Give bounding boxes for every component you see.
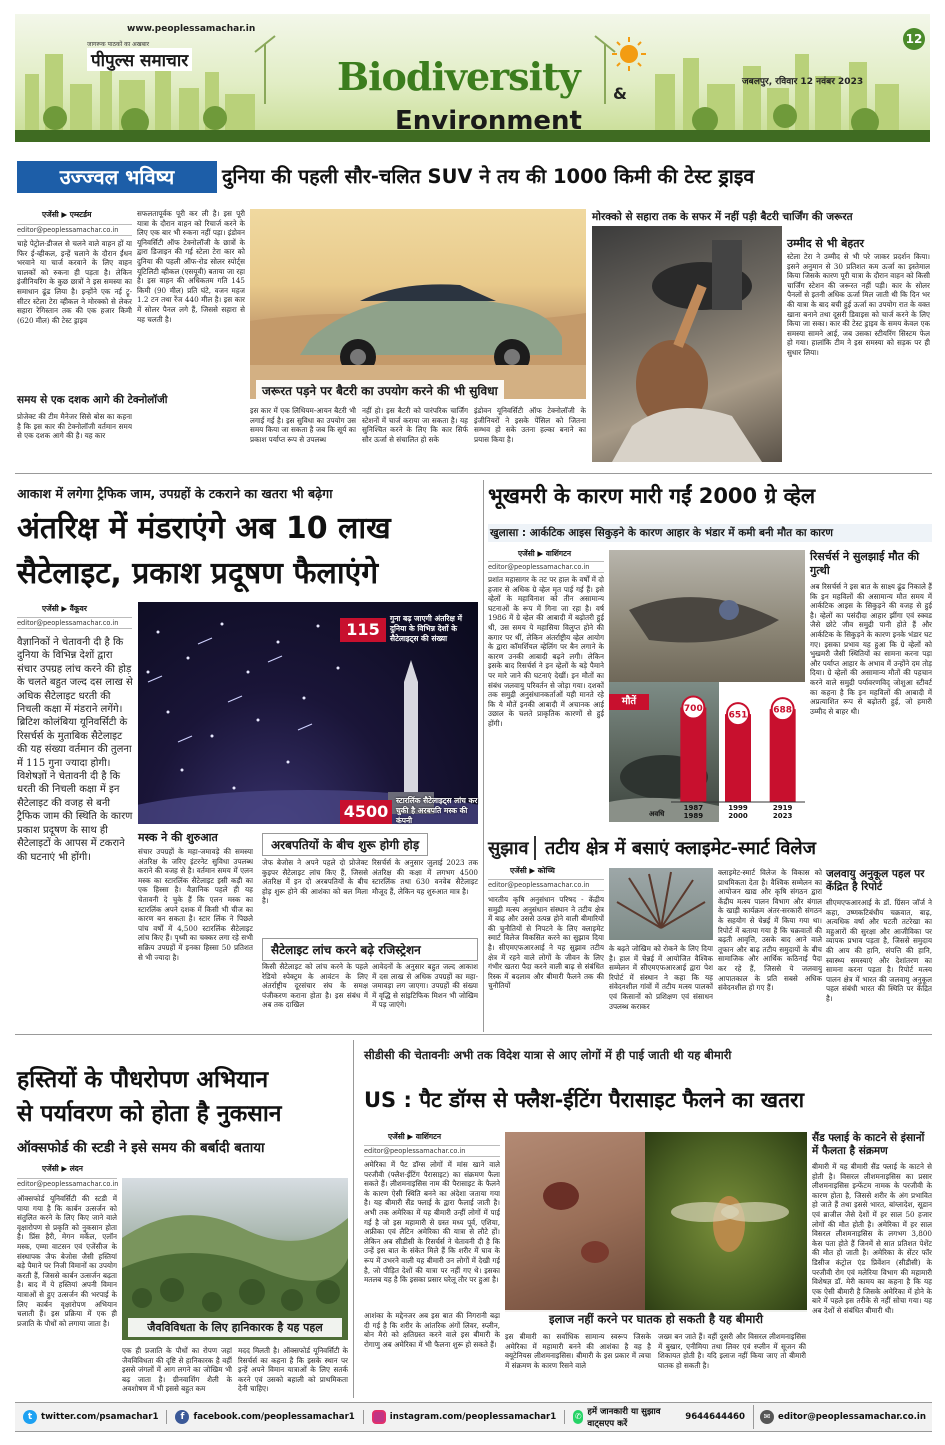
story3-subhead: खुलासा : आर्कटिक आइस सिकुड़ने के कारण आहार के भंडार में कमी बनी मौत का कारण: [488, 524, 932, 542]
story5-email[interactable]: editor@peoplessamachar.co.in: [17, 1180, 119, 1188]
coral-photo: [609, 868, 713, 940]
story4-kicker: सुझाव: [488, 836, 536, 860]
story4-side-headline: जलवायु अनुकूल पहल पर केंद्रित है रिपोर्ट: [826, 868, 925, 893]
story3-side-headline: रिसर्चर्स ने सुलझाई मौत की गुत्थी: [810, 550, 920, 577]
story2-col1: वैज्ञानिकों ने चेतावनी दी है कि दुनिया के विभिन्न देशों द्वारा संचार उपग्रह लांच करने की होड़ के चलते बहुत जल्द दस लाख से अधिक सैटेलाइट धरती की निचली कक्षा में मंडराने लगेंगे। ब्रिटिश कोलंबिया यूनिवर्सिटी के रिसर्चर्स के मुताबिक सैटेलाइट की यह संख्या वर्तमान की तुलना में 115 गुना ज्यादा होगी। विशेषज्ञों ने चेतावनी दी है कि धरती की निचली कक्षा में इन सैटेलाइट की वजह से बनी ट्रैफिक जाम की स्थिति के कारण प्रकाश प्रदूषण के साथ ही सैटेलाइटों के आपस में टकराने की घटनाएं भी होंगी।: [17, 637, 133, 863]
whatsapp-number[interactable]: 9644644460: [685, 1412, 746, 1422]
story5-photo-caption: जैवविविधता के लिए हानिकारक है यह पहल: [128, 1318, 342, 1337]
section-title-environment: Environment: [395, 106, 582, 136]
email-icon: ✉: [760, 1410, 774, 1424]
story1-kicker: उज्ज्वल भविष्य: [17, 161, 217, 193]
footer-email-address[interactable]: editor@peoplessamachar.co.in: [778, 1412, 926, 1422]
whale-deaths-chart: [609, 690, 805, 823]
story2-headline-line2: सैटेलाइट, प्रकाश प्रदूषण फैलाएंगे: [17, 556, 379, 591]
stat1-text: गुना बढ़ जाएगी अंतरिक्ष में दुनिया के विभिन्न देशों के सैटेलाइट्स की संख्या: [390, 614, 462, 643]
story1-byline: एजेंसी ▶ एम्स्टर्डम: [42, 210, 92, 219]
column-divider: [483, 480, 484, 1032]
page-number-badge: 12: [903, 28, 925, 50]
instagram-icon: [372, 1410, 386, 1424]
section-title-biodiversity: Biodiversity: [337, 54, 580, 99]
footer-bar: [15, 1402, 932, 1432]
whale-carcass-photo: [609, 550, 805, 682]
facebook-icon: f: [175, 1410, 189, 1424]
story5-col2: एक ही प्रजाति के पौधों का रोपण जहां जैवविविधता की दृष्टि से हानिकारक है वहीं इससे जंगलों में आग लगने का जोखिम भी बढ़ जाता है। ग्रीनवाशिंग शैली के अवशोषण में भी इससे बहुत कम: [122, 1346, 232, 1394]
story2-byline: एजेंसी ▶ वैंकूवर: [42, 604, 87, 613]
instagram-handle[interactable]: instagram.com/peoplessamachar1: [389, 1412, 557, 1422]
story2-subhead-race: अरबपतियों के बीच शुरू होगी होड़: [262, 833, 428, 856]
story1-col4: नहीं हो। इस बैटरी को पारंपरिक चार्जिंग स्टेशनों में चार्ज कराया जा सकता है। यह सुनिश्चित करने के लिए कि कार सिर्फ सौर ऊर्जा से संचालित हो सके: [362, 406, 468, 444]
story5-col3: मदद मिलती है। ऑक्सफोर्ड यूनिवर्सिटी के रिसर्चर्स का कहना है कि इसके स्थान पर इन्हें अपने विमान यात्राओं के लिए सतर्क करने एवं उसको बहाली को प्राथमिकता देनी चाहिए।: [238, 1346, 348, 1394]
story4-headline: तटीय क्षेत्र में बसाएं क्लाइमेट-स्मार्ट विलेज: [545, 838, 816, 859]
story6-col1: अमेरिका में पैट डॉग्स लोगों में मांस खाने वाले परजीवी (फ्लैश-ईटिंग पैरासाइट) का संक्रमण फैला सकते हैं। लीशमनाइसिस नाम की पैरासाइट के फैलने के कारण ऐसी स्थिति बनने का अंदेशा जताया गया है। यह बीमारी सैंड फ्लाई के द्वारा फैलाई जाती है। अभी तक अमेरिका में यह बीमारी उन्हीं लोगों में पाई गई है जो इस महामारी से ग्रस्त मध्य पूर्व, एशिया, अफ्रीका एवं लैटिन अमेरिका की यात्रा से लौटे हों। लेकिन अब सीडीसी के रिसर्चर्स ने चेतावनी दी है कि उन्हें इस बात के संकेत मिले हैं कि शरीर में घाव के रूप में उभरने वाली यह बीमारी उन लोगों में देखी गई है, जो पीड़ित देशों की यात्रा पर नहीं गए थे। इसका मतलब यह है कि इसका प्रसार घरेलू तौर पर हुआ है।: [364, 1160, 500, 1285]
story5-byline: एजेंसी ▶ लंदन: [42, 1164, 83, 1173]
masthead: [15, 14, 930, 142]
masthead-tagline: जागरूक पाठकों का अखबार: [87, 41, 150, 48]
stat2-number: 4500: [340, 800, 392, 824]
story3-email[interactable]: editor@peoplessamachar.co.in: [488, 561, 604, 573]
story2-col-race2: रिसर्चर्स के अनुसार जुलाई 2023 तक अंतरिक्ष की कक्षा में लगभग 4500 स्टारलिंक तथा 630 वनवेब सैटेलाइट मौजूद हैं, लेकिन यह शुरुआत मात्र है।: [372, 858, 478, 896]
chart-title: मौतें: [609, 694, 649, 710]
section-ampersand: &: [613, 84, 627, 103]
story1-col1b: प्रोजेक्ट की टीम मैनेजर सिसे बोस का कहना है कि इस कार की टेक्नोलॉजी वर्तमान समय से एक दशक आगे की है। यह कार: [17, 412, 132, 441]
story2-kicker: आकाश में लगेगा ट्रैफिक जाम, उपग्रहों के टकराने का खतरा भी बढ़ेगा: [17, 486, 333, 501]
story5-col1: ऑक्सफोर्ड यूनिवर्सिटी की स्टडी में पाया गया है कि कार्बन उत्सर्जन को संतुलित करने के लिए किए जाने वाले वृक्षारोपण से प्रकृति को नुकसान होता है। प्रिंस हैरी, मेगन मर्केल, एलॉन मस्क, एम्मा वाटसन एवं एजेंसीज के संस्थापक जैफ बेजोस जैसी हस्तियां बड़े पैमाने पर निजी विमानों का उपयोग करती हैं, जिससे कार्बन उत्सर्जन बढ़ता है। बाद में ये हस्तियां अपनी विमान यात्राओं से हुए उत्सर्जन की भरपाई के लिए कार्बन वृक्षारोपण अभियान चलाती हैं। इस प्रक्रिया में एक ही प्रजाति के पौधों को लगाया जाता है।: [17, 1194, 117, 1328]
twitter-icon: t: [23, 1410, 37, 1424]
chart-x-label: अवधि: [649, 810, 665, 818]
story1-photo-caption: जरूरत पड़ने पर बैटरी का उपयोग करने की भी सुविधा: [256, 380, 504, 401]
story6-photo-caption: इलाज नहीं करने पर घातक हो सकती है यह बीमारी: [505, 1310, 807, 1329]
story4-byline: एजेंसी ▶ कोच्चि: [510, 866, 555, 875]
story4-side-col: सीएमएफआरआई के डॉ. ग्रिंसन जॉर्ज ने कहा, उष्णकटिबंधीय चक्रवात, बाढ़, अत्यधिक वर्षा और घटती तटरेखा का महुआरों की सुरक्षा और आजीविका पर व्यापक प्रभाव पड़ता है, जिससे समुदाय की आय की हानि, संपत्ति की हानि, स्वास्थ्य समस्याएं और देशांतरण का सामना करना पड़ता है। रिपोर्ट मत्स्य पालन क्षेत्र में भारत की जलवायु अनुकूल पहल संबंधी भारत की स्थिति पर केंद्रित है।: [826, 898, 932, 1003]
chart-bar: [680, 708, 706, 803]
story1-col5: इंडोवन यूनिवर्सिटी ऑफ टेक्नोलॉजी के इंजीनियरों ने इसके पेंसिल को जितना सम्भव हो सके उतना हल्का बनाने का प्रयास किया है।: [474, 406, 586, 444]
story6-kicker: सीडीसी की चेतावनीः अभी तक विदेश यात्रा से आए लोगों में ही पाई जाती थी यह बीमारी: [364, 1048, 732, 1062]
stat2-text: स्टारलिंक सैटेलाइट्स लांच कर चुकी है अरबपति मस्क की कंपनी: [396, 796, 478, 825]
story4-col3: क्लाइमेट-स्मार्ट विलेज के विकास को प्राथमिकता देता है। वैश्विक सम्मेलन का आयोजन खाद्य और कृषि संगठन द्वारा केंद्रीय मत्स्य पालन विभाग और बंगाल के खाड़ी कार्यक्रम अंतर-सरकारी संगठन के सहयोग से चेन्नई में किया गया था। रिपोर्ट में बताया गया है कि चक्रवातों की बढ़ती आवृत्ति, उसके बाद आने वाले तूफान और बाढ़ तटीय समुदायों के बीच सामाजिक और आर्थिक कठिनाई पैदा कर रहे हैं, जिससे ये जलवायु आपातकाल के प्रति सबसे अधिक संवेदनशील हो गए हैं।: [718, 868, 822, 993]
story1-right-col: स्टेला टेरा ने उम्मीद से भी परे जाकर प्रदर्शन किया। इसने अनुमान से 30 प्रतिशत कम ऊर्जा का इस्तेमाल किया जिसके कारण पूरी यात्रा के दौरान वाहन को किसी चार्जिंग स्टेशन की जरूरत नहीं पड़ी। कार के सोलर पैनलों से इतनी अधिक ऊर्जा मिल जाती थी कि दिन भर की यात्रा के बाद बची हुई ऊर्जा का उपयोग रात के वक्त खाना बनाने तथा दूसरी डिवाइस को चार्ज करने के लिए किया जा सका। कार की टेस्ट ड्राइव के समय केवल एक समस्या सामने आई, जब उसका स्टीयरिंग सिस्टम फेल हो गया। हालांकि टीम ने इस समस्या को सड़क पर ही सुधार लिया।: [787, 252, 930, 357]
story6-byline: एजेंसी ▶ वाशिंगटन: [388, 1132, 442, 1141]
whatsapp-text: हमें जानकारी या सुझाव वाट्सएप करें: [587, 1407, 661, 1429]
story2-col-reg2: आवेदनों के अनुसार बहुत जल्द आकाश में दस लाख से अधिक उपग्रहों का महा-जमावड़ा लग जाएगा। उपग्रहों की संख्या में वृद्धि से सांइटिफिक मिशन भी जोखिम में पड़ जाएंगे।: [372, 962, 478, 1010]
story1-right-subhead: उम्मीद से भी बेहतर: [787, 237, 864, 250]
chart-bar: [725, 714, 751, 802]
footer-twitter[interactable]: [15, 1410, 167, 1424]
story4-col2: के बढ़ते जोखिम को रोकने के लिए दिया है। हाल में चेन्नई में आयोजित वैश्विक सम्मेलन में सीएमएफआरआई द्वारा पेश रिपोर्ट में संस्थान ने कहा कि यह संवेदनशील गांवों में तटीय मत्स्य पालकों एवं किसानों को प्रशिक्षण एवं संसाधन उपलब्ध कराकर: [609, 944, 713, 1011]
story6-col1b: आशंका के मद्देनजर अब इस बात की निगरानी बढ़ा दी गई है कि शरीर के आंतरिक अंगों लिवर, स्प्लीन, बोन मैरो को क्षतिग्रस्त करने वाले इस बीमारी के रोगाणु अब अमेरिका में भी फैलना शुरू हो सकते हैं।: [364, 1311, 500, 1349]
whatsapp-icon: ✆: [573, 1410, 583, 1424]
footer-whatsapp[interactable]: [565, 1405, 754, 1429]
chart-tick-label: 2023: [772, 812, 793, 820]
stat1-number: 115: [340, 618, 386, 642]
story1-right-headline: मोरक्को से सहारा तक के सफर में नहीं पड़ी बैटरी चार्जिंग की जरूरत: [592, 211, 853, 223]
story2-col-musk: संचार उपग्रहों के महा-जमावड़े की समस्या अंतरिक्ष के जरिए इंटरनेट सुविधा उपलब्ध कराने की वजह से है। वर्तमान समय में एलन मस्क का स्टारलिंक सैटेलाइट इसी कड़ी का एक हिस्सा है। वैज्ञानिक पहले ही यह चेतावनी दे चुके हैं कि एलन मस्क का स्टारलिंक अपने दशक में किसी भी चीज का कारण बन सकता है। स्टार लिंक ने पिछले पांच वर्षों में 4,500 स्टारलिंक सैटेलाइट लांच किए हैं। पृथ्वी का चक्कर लगा रहे सभी सक्रिय उपग्रहों में इनका हिस्सा 50 प्रतिशत से भी ज्यादा है।: [138, 847, 253, 962]
story6-col2: इस बीमारी का सर्वाधिक सामान्य स्वरूप जिसके अमेरिका में महामारी बनने की आशंका है वह है क्यूटेनियस लीशमनाइसिस। बीमारी के इस प्रकार में त्वचा में संक्रमण के कारण रिसने वाले: [505, 1332, 651, 1370]
sand-fly-photo: [645, 1132, 807, 1312]
story3-col1: प्रशांत महासागर के तट पर हाल के वर्षों में दो हजार से अधिक ग्रे व्हेल मृत पाई गई हैं। इसे व्हेलों के महाविनाश को तीन असामान्य घटनाओं के रूप में गिना जा रहा है। वर्ष 1986 में ग्रे व्हेल की आबादी में बढ़ोतरी हुई थी, उस समय ये महासिया विलुप्त होने की कगार पर थीं, लेकिन अंतर्राष्ट्रीय व्हेल आयोग के द्वारा कॉमर्शियल व्हेलिंग पर बैन लगाने के कारण उनकी आबादी बढ़ने लगी। लेकिन इसके बाद रिसर्चर्स ने इन व्हेलों के बड़े पैमाने पर मारे जाने की घटनाएं देखीं। इन मौतों का संबंध जलवायु परिवर्तन से जोड़ा गया। दशकों तक समुद्री अनुसंधानकर्ताओं यही मानते रहे कि ये मौतें इनकी आबादी में अचानक आई उछाल के चलते प्राकृतिक कारणों से हुई होंगी।: [488, 575, 604, 728]
story1-col1: चाहे पेट्रोल-डीजल से चलने वाले वाहन हों या फिर ई-व्हीकल, इन्हें चलाने के दौरान ईंधन भरवाने या चार्ज करवाने के लिए वाहन चालकों को रुकना ही पड़ता है। लेकिन इंजीनियरिंग के कुछ छात्रों ने इस समस्या का समाधान ढूंढ लिया है। इन्होंने एक नई ट्रू-सीटर स्टेला टेरा व्हीकल ने मोरक्को से लेकर सहारा रेगिस्तान तक की एक हजार किमी (620 मील) की टेस्ट ड्राइव: [17, 239, 132, 325]
website-url[interactable]: www.peoplessamachar.in: [127, 24, 256, 34]
story6-email[interactable]: editor@peoplessamachar.co.in: [364, 1145, 500, 1157]
story6-side-headline: सैंड फ्लाई के काटने से इंसानों में फैलता है संक्रमण: [812, 1132, 925, 1157]
story1-headline: दुनिया की पहली सौर-चलित SUV ने तय की 1000 किमी की टेस्ट ड्राइव: [222, 165, 755, 188]
story2-subhead-musk: मस्क ने की शुरुआत: [138, 831, 218, 844]
story3-side-col: अब रिसर्चर्स ने इस बात के साक्ष्य ढूंढ निकाले हैं कि इन महविलों की असामान्य मौत समय में आर्कटिक आइस के सिकुड़ने की वजह से हुई है। व्हेलों का पसंदीदा आहार झींगा एवं स्क्वड जैसे छोटे जीव समुद्री पानी होते हैं और आर्कटिक के सिकुड़ने के कारण इनके भंडार घट गए। इसका प्रभाव यह हुआ कि ग्रे व्हेलों को भुखमरी जैसी स्थितियों का सामना करना पड़ा और पर्याप्त आहार के अभाव में उन्होंने दम तोड़ दिया। ग्रे व्हेलों की असामान्य मौतों की पहचान करने वाले समुद्री पर्यावरणविद् जोशुआ स्टीवर्ट का कहना है कि इन महविलों की आबादी में अप्रत्याशित रूप से बढ़ोतरी हुई, जो हमारी उम्मीद से बाहर थी।: [810, 582, 932, 716]
story5-headline-line1: हस्तियों के पौधरोपण अभियान: [17, 1067, 269, 1093]
story6-side-col: बीमारी में यह बीमारी सैंड फ्लाई के काटने से होती है। विसरल लीशमनाइसिस का प्रसार लीशमनाइसिस इन्फेंटम नामक के परजीवी के कारण होता है, जिससे शरीर के अंग प्रभावित हो जाते हैं तथा इससे भारत, बांग्लादेश, सूडान एवं ब्राजील जैसे देशों में हर साल 50 हजार लोगों की मौत होती है। अमेरिका में हर साल विसरल लीशमनाइसिस के लगभग 3,800 केस पता होते हैं जिनमें से सात प्रतिशत पेशेंट की मौत हो जाती है। अमेरिका के सेंटर फॉर डिसीज कंट्रोल एंड प्रिवेंशन (सीडीसी) के परजीवी रोग एवं मलेरिया विभाग की महामारी विशेषज्ञ डॉ. मेरी कामय का कहना है कि यह एक ऐसी बीमारी है जिसके अमेरिका में होने के बारे में पहले इस तरीके से नहीं सोचा गया। यह अब देशों से संबंधित बीमारी थी।: [812, 1162, 932, 1315]
footer-instagram[interactable]: [364, 1410, 565, 1424]
chart-plot-area: [671, 690, 805, 823]
story1-col3: इस कार में एक लिथियम-आयन बैटरी भी लगाई गई है। इस सुविधा का उपयोग उस समय किया जा सकता है जब कि सूर्य का प्रकाश पर्याप्त रूप से उपलब्ध: [250, 406, 356, 444]
divider: [15, 1034, 932, 1035]
chart-data-label: 700: [683, 704, 703, 714]
story4-col1: भारतीय कृषि अनुसंधान परिषद - केंद्रीय समुद्री मत्स्य अनुसंधान संस्थान ने तटीय क्षेत्र में बाढ़ और उससे उत्पन्न होने वाली बीमारियों की चुनौतियों से निपटने के लिए क्लाइमेट स्मार्ट विलेज विकसित करने का सुझाव दिया है। सीएमएफआरआई ने यह सुझाव तटीय क्षेत्र में रहने वाले लोगों के जीवन के लिए गंभीर खतरा पैदा करने वाली बाढ़ से संबंधित रिस्क में बदलाव और बीमारी फैलने तक की चुनौतियों: [488, 895, 604, 991]
story2-subhead-registration: सैटेलाइट लांच करने बढ़े रजिस्ट्रेशन: [262, 938, 478, 961]
forest-hills-photo: [122, 1178, 348, 1340]
divider: [15, 473, 932, 474]
footer-email[interactable]: [754, 1410, 932, 1424]
story4-email[interactable]: editor@peoplessamachar.co.in: [488, 879, 604, 891]
sun-icon: [611, 36, 647, 72]
story3-byline: एजेंसी ▶ वाशिंगटन: [518, 549, 572, 558]
dateline: जबलपुर, रविवार 12 नवंबर 2023: [742, 77, 864, 87]
chart-tick-label: 1987: [683, 804, 704, 812]
twitter-handle[interactable]: twitter.com/psamachar1: [41, 1412, 159, 1422]
footer-facebook[interactable]: [167, 1410, 363, 1424]
story5-subhead: ऑक्सफोर्ड की स्टडी ने इसे समय की बर्बादी बताया: [17, 1140, 265, 1156]
story6-headline: US : पैट डॉग्स से फ्लैश-ईटिंग पैरासाइट फैलने का खतरा: [364, 1088, 805, 1112]
chart-data-label: 651: [728, 710, 748, 721]
story2-col-reg1: किसी सैटेलाइट को लांच करने के पहले रेडियो स्पेक्ट्रम के आवंटन के लिए अंतर्राष्ट्रीय दूरसंचार संघ के समक्ष पंजीकरण कराना होता है। इस संबंध में अब तक दाखिल: [262, 962, 368, 1010]
story5-headline-line2: से पर्यावरण को होता है नुकसान: [17, 1101, 282, 1127]
story3-headline: भूखमरी के कारण मारी गईं 2000 ग्रे व्हेल: [488, 484, 816, 508]
chart-tick-label: 2000: [728, 812, 748, 820]
chart-tick-label: 1989: [683, 812, 704, 820]
chart-bar: [770, 709, 796, 802]
chart-tick-label: 1999: [728, 804, 748, 812]
solar-suv-photo: [250, 209, 586, 399]
story1-subhead: समय से एक दशक आगे की टेक्नोलॉजी: [17, 394, 168, 406]
story1-col2: सफलतापूर्वक पूरी कर ली है। इस पूरी यात्रा के दौरान वाहन को रिचार्ज करने के लिए एक बार भी रुकना नहीं पड़ा। इंडोवन यूनिवर्सिटी ऑफ टेक्नोलॉजी के छात्रों के द्वारा डिजाइन की गई स्टेला टेरा कार को दुनिया की पहली ऑफ-रोड सोलर स्पोर्ट्स यूटिलिटी व्हीकल (एसयूवी) बताया जा रहा है। इस वाहन की अधिकतम गति 145 किमी (90 मील) प्रति घंटे, वजन महज 1.2 टन तथा रेंज 440 मील है। इस कार में सोलर पैनल लगे हैं, जिससे सहारा से यह चलती है।: [137, 209, 245, 324]
chart-tick-label: 2919: [772, 804, 793, 812]
facebook-handle[interactable]: facebook.com/peoplessamachar1: [193, 1412, 355, 1422]
newspaper-logo: पीपुल्स समाचार: [87, 48, 192, 71]
story2-col-race1: जेफ बेजोस ने अपने पहले दो प्रोजेक्ट कुइपर सैटेलाइट लांच किए हैं, जिससे अंतरिक्ष में इन दो अरबपतियों के बीच होड़ शुरू होने की आशंका को बल मिला है।: [262, 858, 368, 906]
column-divider: [353, 1040, 354, 1398]
story2-email[interactable]: editor@peoplessamachar.co.in: [17, 617, 132, 629]
story2-headline-line1: अंतरिक्ष में मंडराएंगे अब 10 लाख: [17, 511, 391, 546]
chart-data-label: 688: [773, 705, 793, 716]
under-car-photo: [592, 226, 782, 462]
story6-col3: जख्म बन जाते हैं। वहीं दूसरी और विसरल लीशमनाइसिस में बुखार, एनीमिया तथा लिवर एवं स्प्लीन में सूजन की शिकायत होती है। यदि इलाज नहीं किया जाए तो बीमारी घातक हो सकती है।: [658, 1332, 806, 1370]
skin-lesion-photo: [505, 1132, 645, 1312]
story1-email[interactable]: editor@peoplessamachar.co.in: [17, 224, 132, 236]
